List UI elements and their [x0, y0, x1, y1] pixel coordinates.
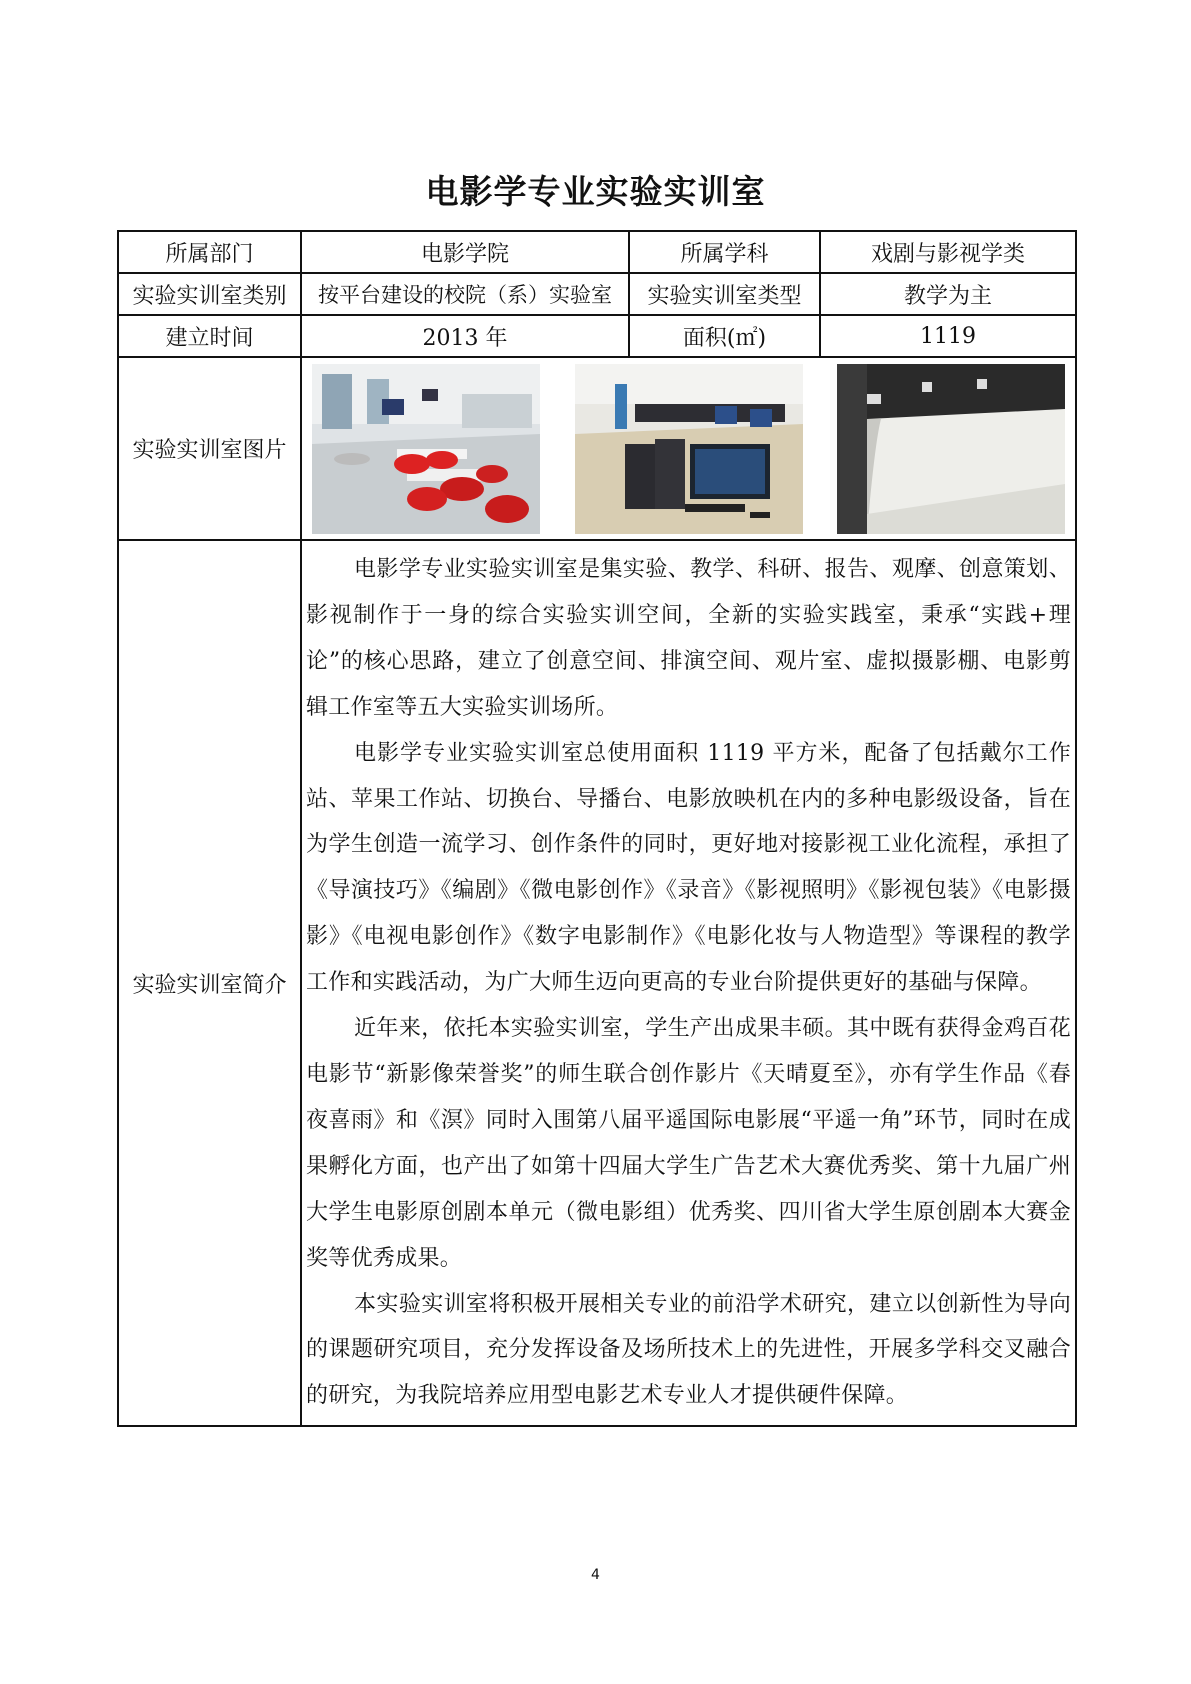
built-label: 建立时间 [118, 315, 301, 357]
lab-photo-studio [837, 364, 1065, 534]
area-label: 面积(㎡) [629, 315, 820, 357]
built-value: 2013 年 [301, 315, 629, 357]
area-value: 1119 [820, 315, 1076, 357]
dept-label: 所属部门 [118, 231, 301, 273]
intro-paragraph: 近年来，依托本实验实训室，学生产出成果丰硕。其中既有获得金鸡百花电影节“新影像荣誉奖”的师生联合创作影片《天晴夏至》，亦有学生作品《春夜喜雨》和《溟》同时入围第八届平遥国际电影展“平遥一角”环节，同时在成果孵化方面，也产出了如第十四届大学生广告艺术大赛优秀奖、第十九届广州大学生电影原创剧本单元（微电影组）优秀奖、四川省大学生原创剧本大赛金奖等优秀成果。 [306, 1016, 1071, 1271]
row-intro [118, 540, 1076, 1426]
intro-paragraph: 电影学专业实验实训室是集实验、教学、科研、报告、观摩、创意策划、影视制作于一身的综合实验实训空间，全新的实验实践室，秉承“实践+理论”的核心思路，建立了创意空间、排演空间、观片室、虚拟摄影棚、电影剪辑工作室等五大实验实训场所。 [306, 557, 1071, 720]
dept-value: 电影学院 [301, 231, 629, 273]
page-title: 电影学专业实验实训室 [425, 172, 766, 211]
lab-info-table [117, 230, 1077, 1427]
intro-paragraph: 电影学专业实验实训室总使用面积 1119 平方米，配备了包括戴尔工作站、苹果工作站、切换台、导播台、电影放映机在内的多种电影级设备，旨在为学生创造一流学习、创作条件的同时，更好地对接影视工业化流程，承担了《导演技巧》《编剧》《微电影创作》《录音》《影视照明》《影视包装》《电影摄影》《电视电影创作》《数字电影制作》《电影化妆与人物造型》等课程的教学工作和实践活动，为广大师生迈向更高的专业台阶提供更好的基础与保障。 [306, 740, 1071, 996]
intro-cell [301, 540, 1076, 1426]
category-label: 实验实训室类别 [118, 273, 301, 315]
photos-cell [301, 357, 1076, 540]
type-value: 教学为主 [820, 273, 1076, 315]
subject-label: 所属学科 [629, 231, 820, 273]
row-category [118, 273, 1076, 315]
subject-value: 戏剧与影视学类 [820, 231, 1076, 273]
lab-photo-editing-room [575, 364, 803, 534]
type-label: 实验实训室类型 [629, 273, 820, 315]
intro-paragraph: 本实验实训室将积极开展相关专业的前沿学术研究，建立以创新性为导向的课题研究项目，充分发挥设备及场所技术上的先进性，开展多学科交叉融合的研究，为我院培养应用型电影艺术专业人才提供硬件保障。 [306, 1291, 1071, 1409]
category-value: 按平台建设的校院（系）实验室 [301, 273, 629, 315]
row-department [118, 231, 1076, 273]
intro-label: 实验实训室简介 [118, 540, 301, 1426]
photos-label: 实验实训室图片 [118, 357, 301, 540]
row-photos [118, 357, 1076, 540]
row-built [118, 315, 1076, 357]
lab-photo-classroom [312, 364, 540, 534]
page-number: 4 [591, 1567, 600, 1583]
